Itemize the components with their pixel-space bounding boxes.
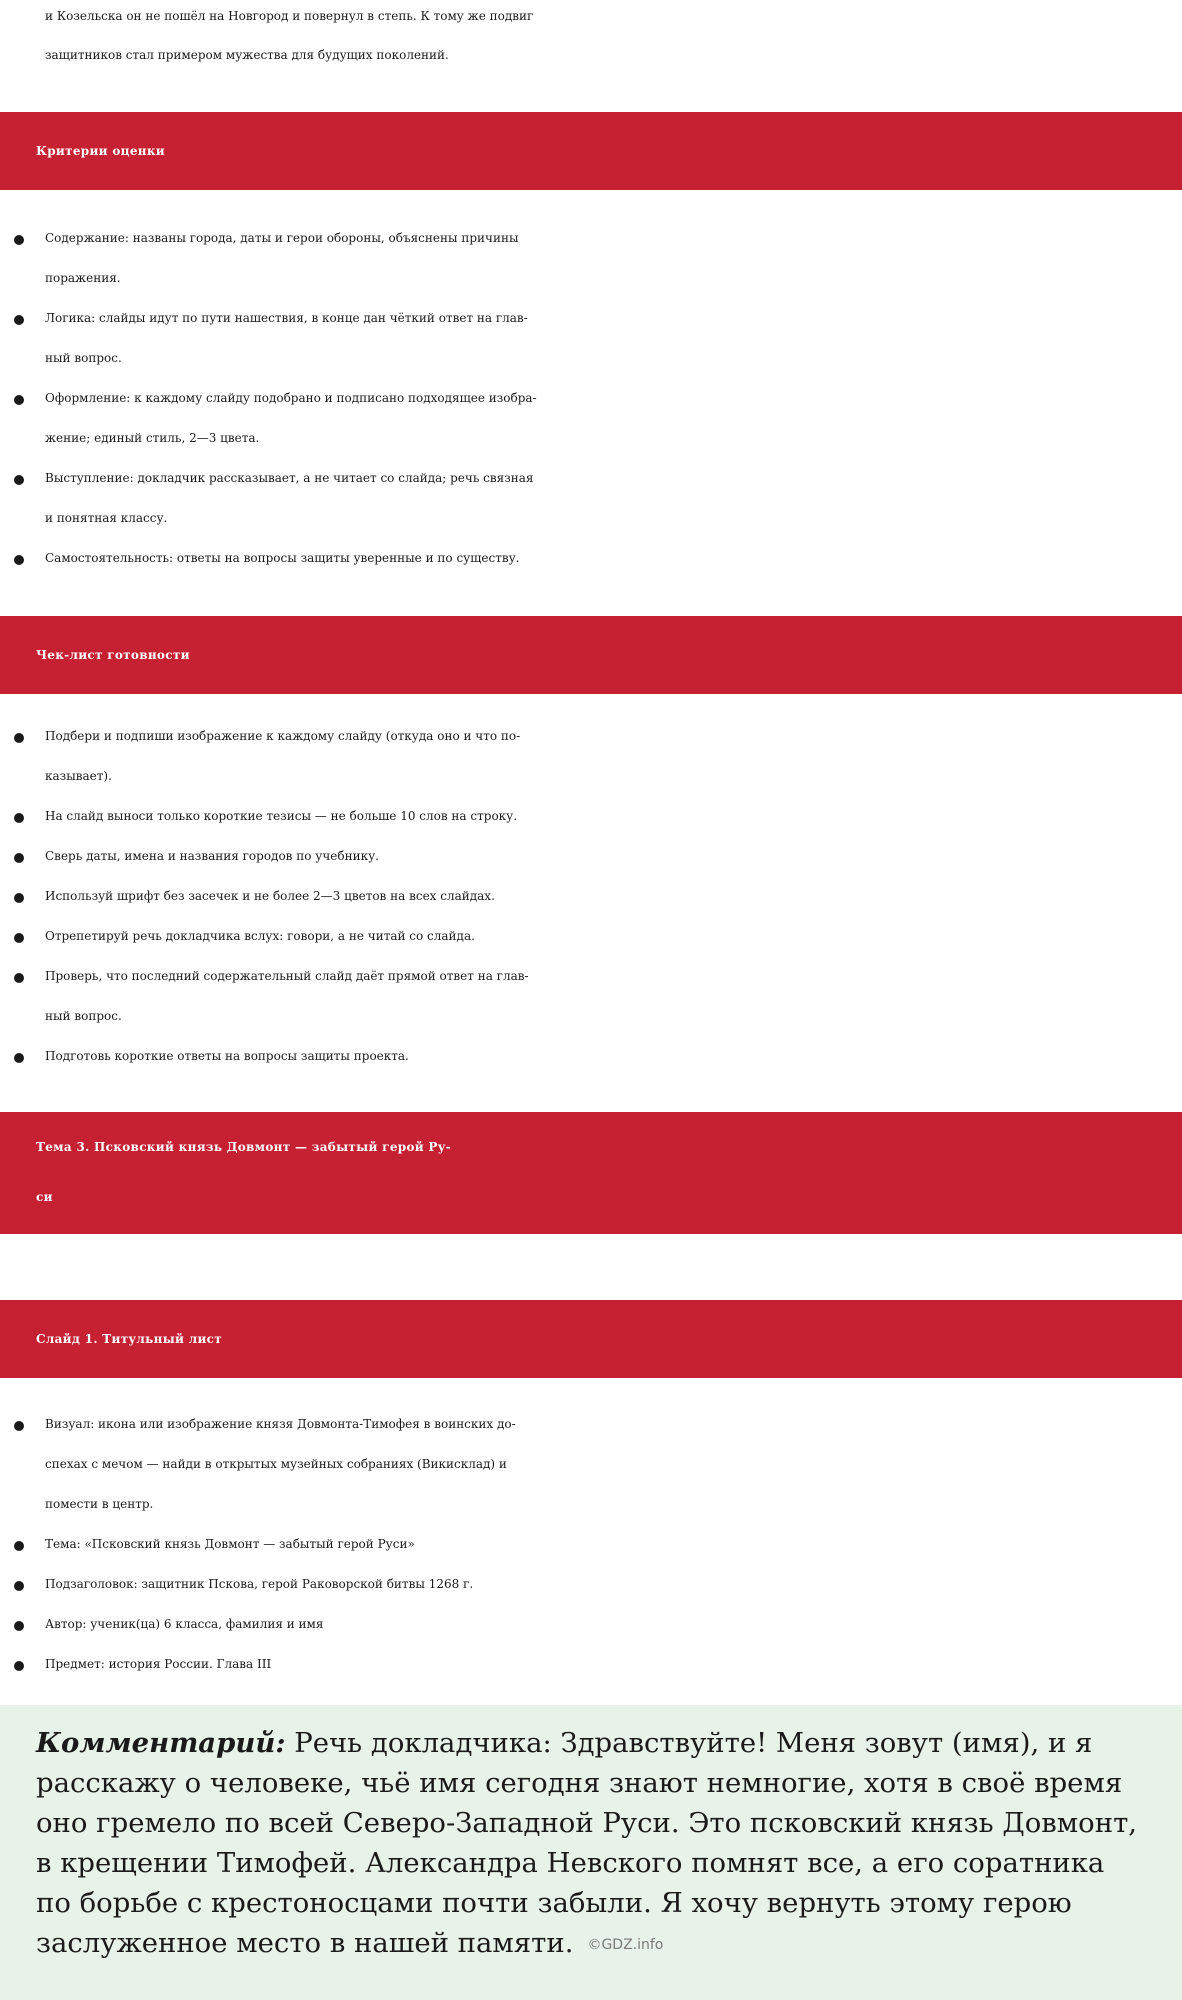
topic-header [0,1112,1182,1234]
list-item: Проверь, что последний содержательный слайд даёт прямой ответ на глав- ный вопрос. [0,956,1182,1036]
bullet-icon [14,853,24,863]
section-title: Критерии оценки [36,144,165,158]
bullet-icon [14,315,24,325]
section-header-slide1 [0,1300,1182,1378]
bullet-icon [14,973,24,983]
list-item: Сверь даты, имена и названия городов по учебнику. [0,836,1182,876]
topic-title-line: Тема 3. Псковский князь Довмонт — забытый герой Ру- [36,1140,452,1154]
criteria-list [0,218,1182,578]
list-item: Содержание: названы города, даты и герои обороны, объяснены причины поражения. [0,218,1182,298]
bullet-icon [14,813,24,823]
list-item: Логика: слайды идут по пути нашествия, в конце дан чёткий ответ на глав- ный вопрос. [0,298,1182,378]
list-item: Самостоятельность: ответы на вопросы защиты уверенные и по существу. [0,538,1182,578]
list-item: Используй шрифт без засечек и не более 2—3 цветов на всех слайдах. [0,876,1182,916]
comment-label: Комментарий: [36,1727,286,1759]
section-title: Слайд 1. Титульный лист [36,1332,223,1346]
bullet-icon [14,1661,24,1671]
bullet-icon [14,235,24,245]
list-item: Подбери и подпиши изображение к каждому слайду (откуда оно и что по- казывает). [0,716,1182,796]
comment-box [0,1705,1182,2000]
section-header-checklist [0,616,1182,694]
bullet-icon [14,933,24,943]
comment-line: расскажу о человеке, чьё имя сегодня знают немногие, хотя в своё время [36,1767,1123,1799]
list-item: Оформление: к каждому слайду подобрано и подписано подходящее изобра- жение; единый стиль, 2—3 цвета. [0,378,1182,458]
list-item: Подготовь короткие ответы на вопросы защиты проекта. [0,1036,1182,1076]
comment-line: заслуженное место в нашей памяти. ©GDZ.info [36,1927,664,1959]
list-item: Предмет: история России. Глава III [0,1644,1182,1684]
bullet-icon [14,1621,24,1631]
comment-line: оно гремело по всей Северо-Западной Руси. Это псковский князь Довмонт, [36,1807,1138,1839]
section-header-criteria [0,112,1182,190]
intro-line: и Козельска он не пошёл на Новгород и повернул в степь. К тому же подвиг [45,9,534,23]
bullet-icon [14,893,24,903]
watermark-text: ©GDZ.info [587,1936,664,1953]
list-item: На слайд выноси только короткие тезисы — не больше 10 слов на строку. [0,796,1182,836]
comment-line: в крещении Тимофей. Александра Невского помнят все, а его соратника [36,1847,1105,1879]
list-item: Визуал: икона или изображение князя Довмонта-Тимофея в воинских до- спехах с мечом — найди в открытых музейных собраниях (Викисклад) и помести в центр. [0,1404,1182,1524]
bullet-icon [14,1541,24,1551]
intro-line: защитников стал примером мужества для будущих поколений. [45,48,449,62]
section-title: Чек-лист готовности [36,648,190,662]
comment-line: по борьбе с крестоносцами почти забыли. Я хочу вернуть этому герою [36,1887,1072,1919]
list-item: Тема: «Псковский князь Довмонт — забытый герой Руси» [0,1524,1182,1564]
bullet-icon [14,1581,24,1591]
comment-line: Комментарий: Речь докладчика: Здравствуйте! Меня зовут (имя), и я [36,1727,1093,1759]
bullet-icon [14,555,24,565]
slide1-list [0,1404,1182,1684]
bullet-icon [14,733,24,743]
list-item: Выступление: докладчик рассказывает, а не читает со слайда; речь связная и понятная классу. [0,458,1182,538]
checklist-list [0,716,1182,1076]
topic-title-line: си [36,1190,53,1204]
list-item: Отрепетируй речь докладчика вслух: говори, а не читай со слайда. [0,916,1182,956]
list-item: Подзаголовок: защитник Пскова, герой Раковорской битвы 1268 г. [0,1564,1182,1604]
list-item: Автор: ученик(ца) 6 класса, фамилия и имя [0,1604,1182,1644]
bullet-icon [14,1053,24,1063]
bullet-icon [14,1421,24,1431]
bullet-icon [14,475,24,485]
bullet-icon [14,395,24,405]
